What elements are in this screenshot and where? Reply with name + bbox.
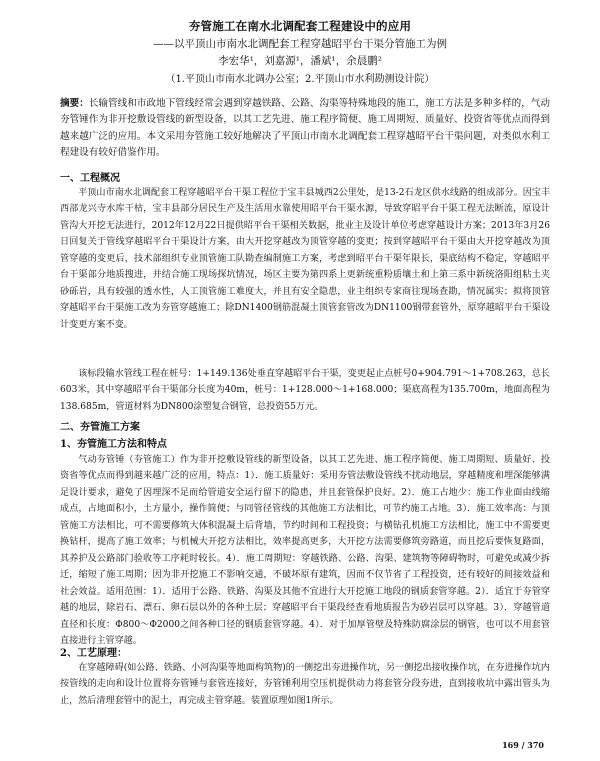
page-number: 169 / 370: [502, 740, 544, 750]
method-paragraph: 气动夯管锤（夯管施工）作为非开挖敷设管线的新型设备，以其工艺先进、施工程序简便、施工周期短、质量好、投资省等优点而得到越来越广泛的应用，特点：1）．施工质量好：采用夯管法敷设管线不扰动地层，穿越精度和埋深能够满足设计要求，避免了因埋深不足而给管道安全运行留下的隐患，并且套管保护良好。2）．施工占地少：施工作业面由线缩成点，占地面积小，土方量小，操作简便；与同管径管线的其他施工方法相比，可节约施工占地。3）．施工效率高：与顶管施工方法相比，可不需要修筑大体积混凝土后背墙，节约时间和工程投资；与横钻孔机施工方法相比，施工中不需要更换钻杆，提高了施工效率；与机械大开挖方法相比，效率提高更多，大开挖方法需要修筑旁路道，而且挖后要恢复路面，其养护及公路部门验收等工序耗时较长。4）．施工周期短：穿越铁路、公路、沟渠、建筑物等障碍物时，可避免或减少拆迁，缩短了施工周期；因为非开挖施工不影响交通，不破坏原有建筑，因而不仅节省了工程投资，还有较好的间接效益和社会效益。适用范围：1）．适用于公路、铁路、沟渠及其他不宜进行大开挖施工地段的钢质套管穿越。2）．适宜于夯管穿越的地层，除岩石、漂石、卵石层以外的各种土层；穿越昭平台干渠段经查看地质报告为砂岩层可以穿越。3）．穿越管道直径和长度：Φ800～Φ2000之间各种口径的钢质套管穿越。4）．对于加厚管壁及特殊防腐涂层的钢管，也可以不用套管直接进行主管穿越。: [60, 455, 550, 646]
abstract-text: 长输管线和市政地下管线经常会遇到穿越铁路、公路、沟渠等特殊地段的施工，施工方法是多种多样的，气动夯管锤作为非开挖敷设管线的新型设备，以其工艺先进、施工程序简便、施工周期短、质量好、投资省等优点而得到越来越广泛的应用。本文采用夯管施工较好地解决了平顶山市南水北调配套工程穿越昭平台干渠问题，对类似水利工程建设有较好借鉴作用。: [60, 98, 551, 159]
abstract-label: 摘要：: [60, 98, 89, 109]
subsection-heading-method: 1、夯管施工方法和特点: [60, 439, 167, 450]
paper-title: 夯管施工在南水北调配套工程建设中的应用: [188, 19, 412, 33]
paper-authors: 李宏华¹，刘嘉源¹，潘斌¹，余晨鹏²: [218, 55, 382, 67]
principle-paragraph: 在穿越障碍(如公路、铁路、小河沟渠等地面构筑物)的一侧挖出夯进操作坑，另一侧挖出接收操作坑，在夯进操作坑内按管线的走向和设计位置将夯管锤与套管连接好，夯管锤利用空压机提供动力将套管分段夯进，直到接收坑中露出管头为止，然后清理套管中的泥土，再完成主管穿越。装置原理如图1所示。: [60, 663, 550, 706]
abstract: [60, 96, 550, 162]
section-heading-overview: 一、工程概况: [60, 173, 120, 184]
paper-affiliations: （1.平顶山市南水北调办公室；2.平顶山市水利勘测设计院）: [165, 74, 435, 85]
subsection-heading-principle: 2、工艺原理：: [60, 648, 127, 659]
overview-paragraph-2: 该标段输水管线工程在桩号：1+149.136处垂直穿越昭平台干渠，变更起止点桩号0+904.791～1+708.263，总长603米，其中穿越昭平台干渠部分长度为40m，桩号：1+128.000～1+168.000；渠底高程为135.700m，地面高程为138.685m，管道材料为DN800涂塑复合钢管，总投资55万元。: [60, 369, 550, 412]
paper-subtitle: ——以平顶山市南水北调配套工程穿越昭平台干渠分管施工为例: [153, 38, 447, 50]
section-heading-plan: 二、夯管施工方案: [60, 422, 140, 433]
overview-paragraph-1: 平顶山市南水北调配套工程穿越昭平台干渠工程位于宝丰县城西2公里处，是13-2石龙区供水线路的组成部分。因宝丰西部龙兴寺水库干枯，宝丰县部分居民生产及生活用水靠使用昭平台干渠水源，导致穿昭平台干渠工程无法断流，原设计管沟大开挖无法进行，2012年12月22日提供昭平台干渠相关数据，批业主及设计单位考虑穿越设计方案；2013年3月26日回复关于管线穿越昭平台干渠设计方案，由大开挖穿越改为顶管穿越的变更；按到穿越昭平台干渠由大开挖穿越改为顶管穿越的变更后，技术部组织专业顶管施工队勘查编制施工方案，考虑到昭平台干渠年限长，渠底结构不稳定，穿越昭平台干渠部分地质搜进，并结合施工现场探坑情况，场区主要为第四系上更新统重粉质壤土和上第三系中新统洛阳组粘土夹砂砾岩，具有较强的透水性，人工顶管施工难度大，并且有安全隐患，业主组织专家商往现场查勘，情况属实；拟将顶管穿越昭平台干渠施工改为夯管穿越施工；除DN1400钢筋混凝土顶管套管改为DN1100钢带套管外，原穿越昭平台干渠设计变更方案不变。: [60, 188, 550, 330]
